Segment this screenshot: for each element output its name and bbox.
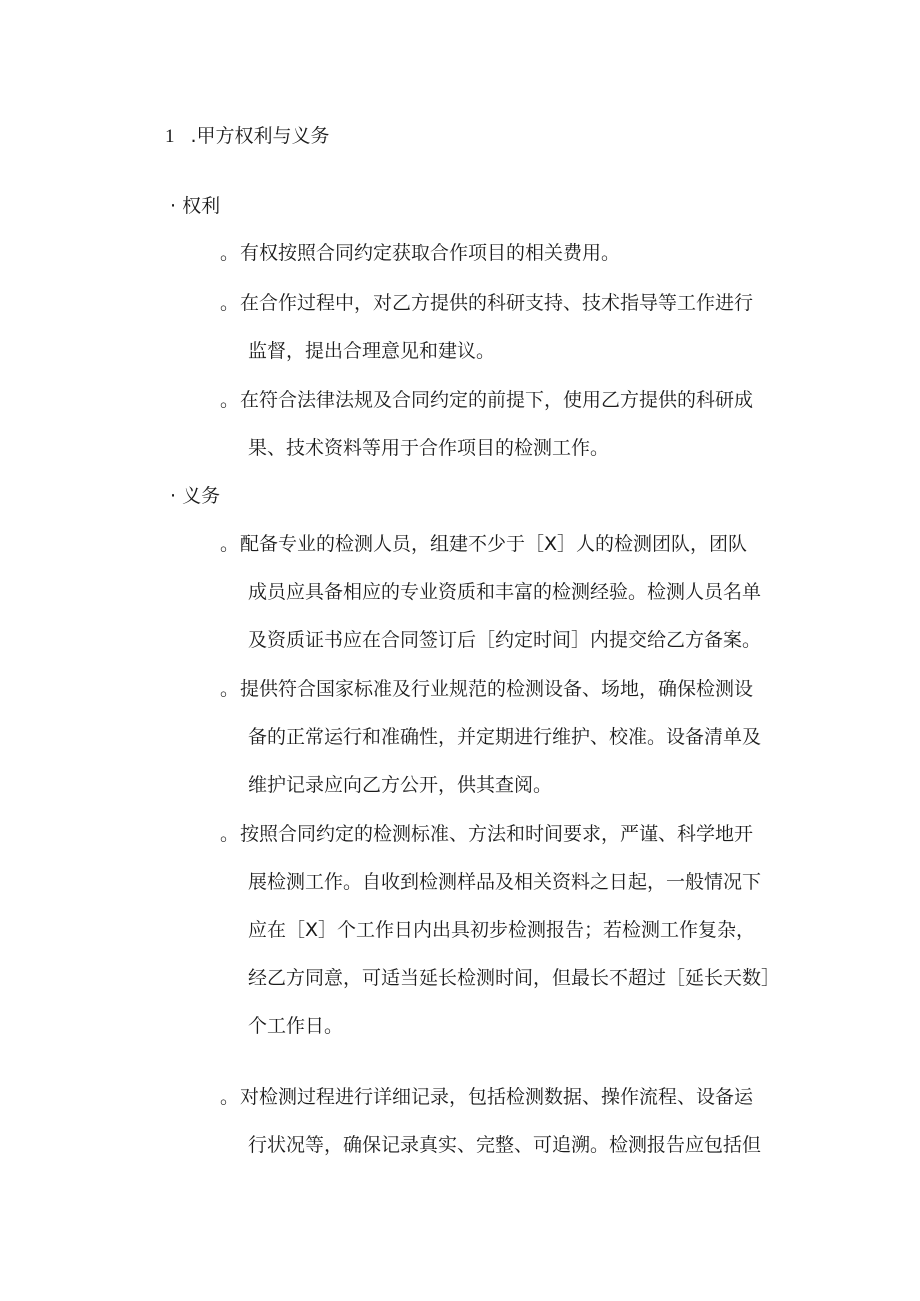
item-line	[220, 665, 790, 713]
item-line: 维护记录应向乙方公开，供其查阅。	[248, 774, 553, 796]
item-line: 应在［X］个工作日内出具初步检测报告；若检测工作复杂，	[248, 919, 756, 941]
obligations-item-2	[220, 665, 790, 809]
bullet-mark: 。	[220, 1086, 240, 1108]
rights-label: · 权利	[170, 195, 221, 217]
bullet-mark: 。	[220, 678, 240, 700]
rights-item-1	[220, 229, 790, 277]
item-text: 对检测过程进行详细记录，包括检测数据、操作流程、设备运	[240, 1086, 754, 1108]
bullet-mark: 。	[220, 389, 240, 411]
item-text: 在符合法律法规及合同约定的前提下，使用乙方提供的科研成	[240, 389, 754, 411]
item-text: 提供符合国家标准及行业规范的检测设备、场地，确保检测设	[240, 678, 754, 700]
item-line	[220, 1073, 790, 1121]
section-heading	[165, 120, 330, 153]
bullet-mark: 。	[220, 533, 240, 555]
item-line	[220, 810, 790, 858]
item-line	[220, 229, 790, 277]
obligations-item-3	[220, 810, 790, 1050]
rights-item-2	[220, 279, 790, 375]
item-text: 有权按照合同约定获取合作项目的相关费用。	[240, 242, 621, 264]
obligations-item-1	[220, 520, 790, 664]
heading-number: 1	[165, 126, 175, 147]
item-text: 在合作过程中，对乙方提供的科研支持、技术指导等工作进行	[240, 292, 754, 314]
obligations-label: · 义务	[170, 485, 221, 507]
item-line: 及资质证书应在合同签订后［约定时间］内提交给乙方备案。	[248, 629, 762, 651]
item-line: 行状况等，确保记录真实、完整、可追溯。检测报告应包括但	[248, 1134, 762, 1156]
item-line	[220, 376, 790, 424]
item-line: 成员应具备相应的专业资质和丰富的检测经验。检测人员名单	[248, 581, 762, 603]
item-line: 监督，提出合理意见和建议。	[248, 340, 496, 362]
item-line: 果、技术资料等用于合作项目的检测工作。	[248, 437, 610, 459]
item-line: 个工作日。	[248, 1015, 344, 1037]
obligations-item-4	[220, 1073, 790, 1169]
bullet-mark: 。	[220, 242, 240, 264]
bullet-mark: 。	[220, 292, 240, 314]
heading-title: .甲方权利与义务	[190, 125, 330, 147]
item-text: 配备专业的检测人员，组建不少于［X］人的检测团队，团队	[240, 533, 748, 555]
item-line: 经乙方同意，可适当延长检测时间，但最长不超过［延长天数］	[248, 967, 781, 989]
rights-item-3	[220, 376, 790, 472]
bullet-mark: 。	[220, 823, 240, 845]
item-line: 展检测工作。自收到检测样品及相关资料之日起，一般情况下	[248, 871, 762, 893]
item-text: 按照合同约定的检测标准、方法和时间要求，严谨、科学地开	[240, 823, 754, 845]
item-line: 备的正常运行和准确性，并定期进行维护、校准。设备清单及	[248, 726, 762, 748]
item-line	[220, 279, 790, 327]
item-line	[220, 520, 790, 568]
